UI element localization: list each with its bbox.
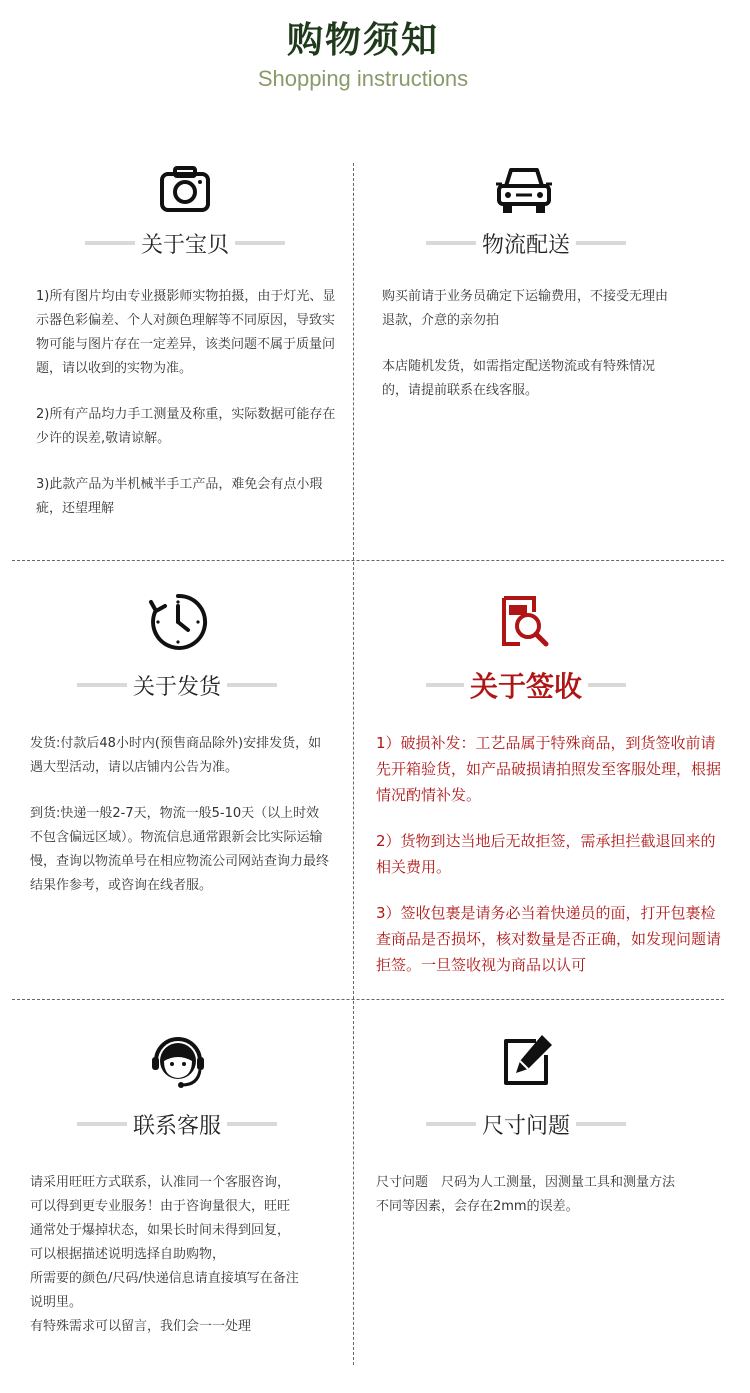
edit-icon <box>496 1031 556 1091</box>
section-body <box>376 1171 686 1241</box>
section-heading: 关于宝贝 <box>35 228 335 259</box>
section-logistics <box>354 140 706 560</box>
text-line: 有特殊需求可以留言，我们会一一处理 <box>30 1319 252 1334</box>
section-heading: 尺寸问题 <box>376 1109 676 1140</box>
document-search-icon <box>494 592 554 652</box>
paragraph: 3）签收包裹是请务必当着快递员的面，打开包裹检查商品是否损坏，核对数量是否正确，如发现问题请拒签。一旦签收视为商品以认可 <box>376 904 722 974</box>
page-header <box>0 0 750 130</box>
text-line: 说明里。 <box>30 1295 83 1310</box>
text-line: 可以得到更专业服务！由于咨询量很大，旺旺 <box>30 1199 291 1214</box>
section-heading: 联系客服 <box>27 1109 327 1140</box>
camera-icon <box>155 160 215 220</box>
text-line: 请采用旺旺方式联系，认准同一个客服咨询， <box>30 1175 291 1190</box>
paragraph: 发货:付款后48小时内(预售商品除外)安排发货，如遇大型活动，请以店铺内公告为准。 <box>30 736 322 775</box>
text-line: 通常处于爆掉状态，如果长时间未得到回复， <box>30 1223 291 1238</box>
section-customer-service <box>0 1001 352 1371</box>
horizontal-divider-2 <box>12 999 724 1000</box>
page-subtitle: Shopping instructions <box>257 66 469 91</box>
section-shipping <box>0 562 352 999</box>
car-icon <box>494 160 554 220</box>
section-body <box>30 1171 342 1339</box>
paragraph: 1)所有图片均由专业摄影师实物拍摄，由于灯光、显示器色彩偏差、个人对颜色理解等不同原因，导致实物可能与图片存在一定差异，该类问题不属于质量问题，请以收到的实物为准。 <box>36 289 336 376</box>
section-size <box>354 1001 706 1371</box>
horizontal-divider-1 <box>12 560 724 561</box>
section-heading: 物流配送 <box>376 228 676 259</box>
section-heading: 关于签收 <box>376 665 676 705</box>
text-line: 所需要的颜色/尺码/快递信息请直接填写在备注 <box>30 1271 299 1286</box>
paragraph: 2)所有产品均力手工测量及称重，实际数据可能存在少许的误差,敬请谅解。 <box>36 407 336 446</box>
text-line: 可以根据描述说明选择自助购物， <box>30 1247 226 1262</box>
section-body <box>376 730 728 998</box>
paragraph: 3)此款产品为半机械半手工产品，难免会有点小瑕疵，还望理解 <box>36 477 323 516</box>
paragraph: 本店随机发货，如需指定配送物流或有特殊情况的，请提前联系在线客服。 <box>382 359 656 398</box>
page-title: 购物须知 <box>286 20 439 61</box>
section-body <box>30 732 330 920</box>
section-about-product <box>0 140 352 560</box>
paragraph: 1）破损补发：工艺品属于特殊商品，到货签收前请先开箱验货，如产品破损请拍照发至客服处理，根据情况酌情补发。 <box>376 734 722 804</box>
headset-icon <box>148 1031 208 1091</box>
clock-icon <box>148 592 208 652</box>
paragraph: 2）货物到达当地后无故拒签，需承担拦截退回来的相关费用。 <box>376 832 716 876</box>
section-receipt <box>354 562 722 999</box>
paragraph: 购买前请于业务员确定下运输费用，不接受无理由退款，介意的亲勿拍 <box>382 289 669 328</box>
paragraph: 到货:快递一般2-7天，物流一般5-10天（以上时效不包含偏远区域）。物流信息通常跟新会比实际运输慢，查询以物流单号在相应物流公司网站查询力最终结果作参考，或咨询在线者服。 <box>30 806 330 893</box>
section-heading: 关于发货 <box>27 670 327 701</box>
section-body <box>382 285 672 425</box>
paragraph: 尺寸问题 尺码为人工测量，因测量工具和测量方法不同等因素，会存在2mm的误差。 <box>376 1175 676 1214</box>
section-body <box>36 285 338 543</box>
